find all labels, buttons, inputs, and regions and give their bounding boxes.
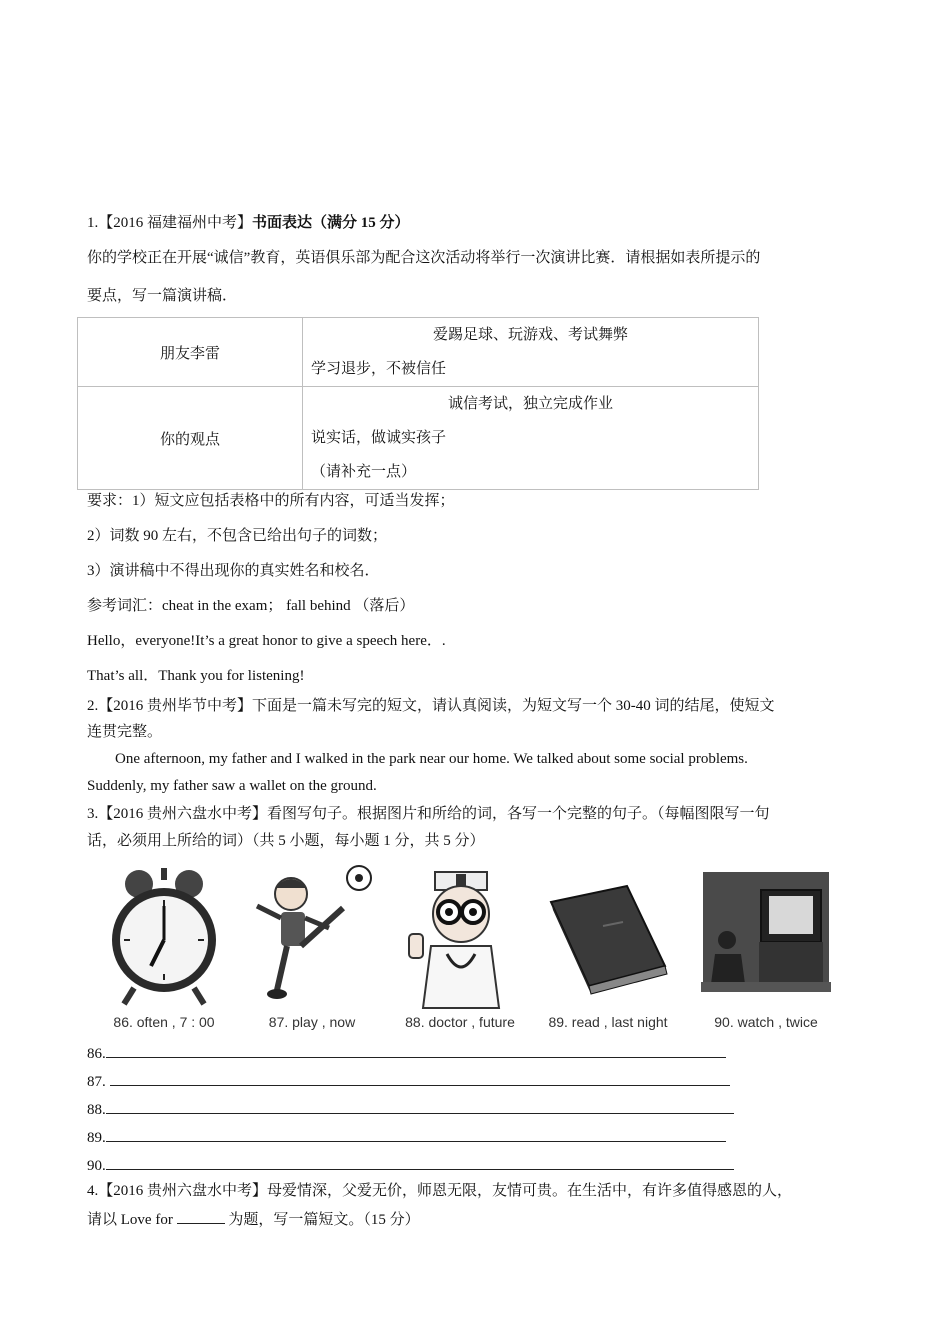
row2-line1: 诚信考试，独立完成作业 bbox=[447, 396, 613, 412]
table-row bbox=[78, 318, 759, 387]
q3-line1: 3.【2016 贵州六盘水中考】看图写句子。根据图片和所给的词，各写一个完整的句子。（每幅图限写一句 bbox=[87, 806, 770, 822]
tv-icon bbox=[701, 862, 831, 1012]
q3-picture-86 bbox=[99, 862, 229, 1034]
q3-picture-strip bbox=[99, 862, 849, 1034]
q2-passage1: One afternoon, my father and I walked in the park near our home. We talked about some social problems. bbox=[115, 751, 748, 767]
caption-87: 87. play , now bbox=[268, 1014, 356, 1030]
answer-label-87: 87. bbox=[87, 1074, 110, 1090]
row2-line2: 说实话，做诚实孩子 bbox=[311, 430, 447, 446]
q1-closing: That’s all．Thank you for listening! bbox=[87, 668, 305, 684]
answer-blank-90[interactable] bbox=[106, 1154, 734, 1170]
q1-opening: Hello，everyone!It’s a great honor to give a speech here．. bbox=[87, 633, 446, 649]
answer-label-90: 90. bbox=[87, 1158, 106, 1174]
answer-blank-86[interactable] bbox=[106, 1042, 726, 1058]
q1-vocab: 参考词汇：cheat in the exam； fall behind （落后） bbox=[87, 598, 415, 614]
table-row bbox=[78, 387, 759, 490]
q4-title-blank[interactable] bbox=[177, 1208, 225, 1224]
q3-picture-87 bbox=[247, 862, 377, 1034]
q2-passage2: Suddenly, my father saw a wallet on the ground. bbox=[87, 778, 377, 794]
caption-89: 89. read , last night bbox=[548, 1014, 668, 1030]
answer-label-89: 89. bbox=[87, 1130, 106, 1146]
doctor-icon bbox=[395, 862, 525, 1012]
q1-info-table bbox=[77, 317, 759, 490]
q1-req3: 3）演讲稿中不得出现你的真实姓名和校名． bbox=[87, 563, 380, 579]
q4-line1: 4.【2016 贵州六盘水中考】母爱情深，父爱无价，师恩无限，友情可贵。在生活中，有许多值得感恩的人， bbox=[87, 1183, 793, 1199]
answer-line-87[interactable] bbox=[87, 1070, 730, 1092]
caption-90: 90. watch , twice bbox=[714, 1014, 818, 1030]
q1-heading-prefix: 1.【2016 福建福州中考】 bbox=[87, 215, 253, 231]
row2-line3: （请补充一点） bbox=[311, 464, 417, 480]
answer-blank-89[interactable] bbox=[106, 1126, 726, 1142]
alarm-clock-icon bbox=[99, 862, 229, 1012]
q1-intro-line1: 你的学校正在开展“诚信”教育，英语俱乐部为配合这次活动将举行一次演讲比赛．请根据如表所提示的 bbox=[87, 250, 761, 266]
answer-line-89[interactable] bbox=[87, 1126, 726, 1148]
q4-line2 bbox=[87, 1208, 420, 1230]
q2-line1: 2.【2016 贵州毕节中考】下面是一篇未写完的短文，请认真阅读，为短文写一个 30-40 词的结尾，使短文 bbox=[87, 698, 775, 714]
q1-heading-bold: 书面表达（满分 15 分） bbox=[252, 215, 410, 231]
book-icon bbox=[543, 862, 673, 1012]
q3-line2: 话，必须用上所给的词）（共 5 小题，每小题 1 分，共 5 分） bbox=[87, 833, 485, 849]
q1-req1: 要求：1）短文应包括表格中的所有内容，可适当发挥； bbox=[87, 493, 455, 509]
answer-line-88[interactable] bbox=[87, 1098, 734, 1120]
row1-line2: 学习退步，不被信任 bbox=[311, 361, 447, 377]
answer-blank-87[interactable] bbox=[110, 1070, 730, 1086]
row2-content bbox=[303, 387, 759, 490]
q4-line2-prefix: 请以 Love for bbox=[87, 1212, 177, 1228]
row1-line1: 爱踢足球、玩游戏、考试舞弊 bbox=[432, 327, 628, 343]
q3-picture-88 bbox=[395, 862, 525, 1034]
q4-line2-suffix: 为题，写一篇短文。（15 分） bbox=[224, 1212, 420, 1228]
answer-blank-88[interactable] bbox=[106, 1098, 734, 1114]
answer-line-90[interactable] bbox=[87, 1154, 734, 1176]
answer-line-86[interactable] bbox=[87, 1042, 726, 1064]
q3-picture-89 bbox=[543, 862, 673, 1034]
q3-picture-90 bbox=[701, 862, 831, 1034]
answer-label-86: 86. bbox=[87, 1046, 106, 1062]
row1-content bbox=[303, 318, 759, 387]
answer-label-88: 88. bbox=[87, 1102, 106, 1118]
row2-label: 你的观点 bbox=[78, 387, 303, 490]
caption-86: 86. often , 7 : 00 bbox=[113, 1014, 215, 1030]
caption-88: 88. doctor , future bbox=[405, 1014, 515, 1030]
q2-line2: 连贯完整。 bbox=[87, 724, 163, 740]
row1-label: 朋友李雷 bbox=[78, 318, 303, 387]
soccer-boy-icon bbox=[247, 862, 377, 1012]
q1-req2: 2）词数 90 左右，不包含已给出句子的词数； bbox=[87, 528, 388, 544]
q1-intro-line2: 要点，写一篇演讲稿． bbox=[87, 288, 238, 304]
q1-heading bbox=[87, 213, 410, 233]
